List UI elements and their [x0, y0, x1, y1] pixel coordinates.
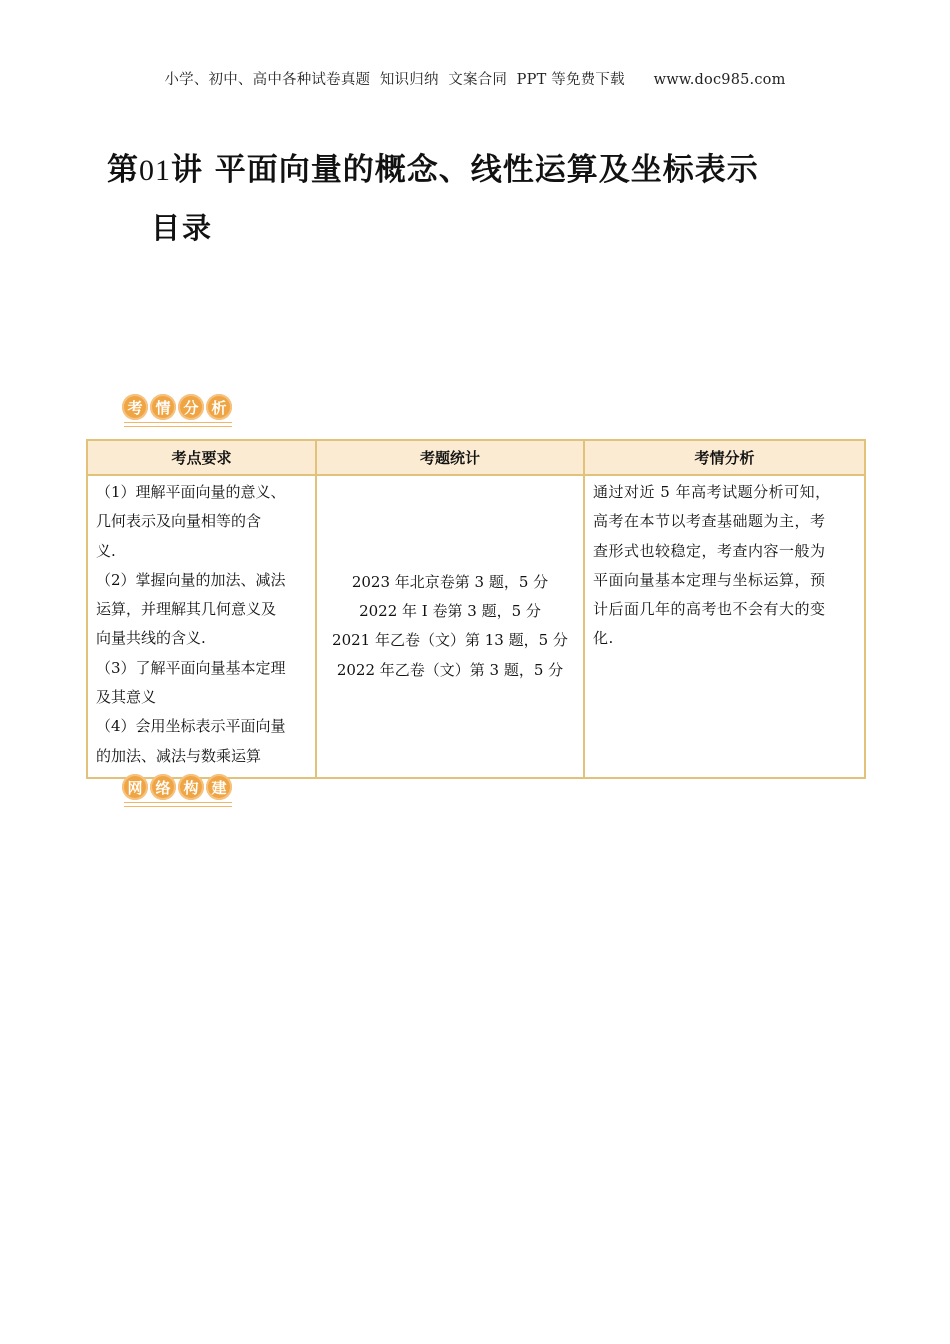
badge-char: 网 — [122, 774, 148, 800]
lecture-title — [107, 144, 759, 189]
requirement-line: （3）了解平面向量基本定理 — [96, 658, 286, 677]
requirement-line: 义. — [96, 541, 116, 560]
network-construction-badge — [122, 774, 234, 800]
analysis-line: 高考在本节以考查基础题为主，考 — [593, 512, 826, 531]
statistics-cell — [316, 475, 584, 778]
analysis-line: 计后面几年的高考也不会有大的变 — [593, 600, 826, 619]
statistic-line: 2022 年 I 卷第 3 题，5 分 — [359, 602, 541, 621]
analysis-line: 化. — [593, 629, 614, 648]
title-suffix: 讲 平面向量的概念、线性运算及坐标表示 — [171, 152, 759, 188]
badge-char: 建 — [206, 774, 232, 800]
table-row — [87, 475, 865, 778]
badge-char: 析 — [206, 394, 232, 420]
header-statistics: 考题统计 — [316, 440, 584, 475]
badge-char: 情 — [150, 394, 176, 420]
requirement-line: 向量共线的含义. — [96, 629, 206, 648]
exam-analysis-badge — [122, 394, 234, 420]
analysis-line: 平面向量基本定理与坐标运算，预 — [593, 570, 826, 589]
badge-underline — [124, 422, 232, 427]
page-header: 小学、初中、高中各种试卷真题 知识归纳 文案合同 PPT 等免费下载 www.doc985.com — [164, 72, 786, 88]
requirement-line: （1）理解平面向量的意义、 — [96, 483, 286, 501]
requirement-line: 几何表示及向量相等的含 — [96, 512, 262, 531]
statistic-line: 2023 年北京卷第 3 题，5 分 — [351, 572, 549, 591]
title-number: 01 — [139, 154, 171, 187]
toc-heading: 目录 — [151, 211, 214, 245]
badge-char: 络 — [150, 774, 176, 800]
analysis-line: 通过对近 5 年高考试题分析可知， — [593, 483, 831, 501]
badge-char: 考 — [122, 394, 148, 420]
analysis-line: 查形式也较稳定，考查内容一般为 — [593, 541, 826, 560]
badge-char: 构 — [178, 774, 204, 800]
exam-table — [86, 439, 866, 779]
badge-char: 分 — [178, 394, 204, 420]
table-header-row — [87, 440, 865, 475]
badge-underline — [124, 802, 232, 807]
statistic-line: 2022 年乙卷（文）第 3 题，5 分 — [336, 660, 564, 679]
statistic-line: 2021 年乙卷（文）第 13 题，5 分 — [332, 631, 568, 650]
requirements-cell — [87, 475, 316, 778]
header-requirements: 考点要求 — [87, 440, 316, 475]
analysis-cell — [584, 475, 865, 778]
requirement-line: （2）掌握向量的加法、减法 — [96, 570, 286, 589]
requirement-line: 运算，并理解其几何意义及 — [96, 600, 277, 619]
title-prefix: 第 — [107, 152, 139, 188]
requirement-line: （4）会用坐标表示平面向量 — [96, 717, 286, 736]
header-analysis: 考情分析 — [584, 440, 865, 475]
requirement-line: 的加法、减法与数乘运算 — [96, 746, 262, 765]
requirement-line: 及其意义 — [96, 688, 157, 707]
